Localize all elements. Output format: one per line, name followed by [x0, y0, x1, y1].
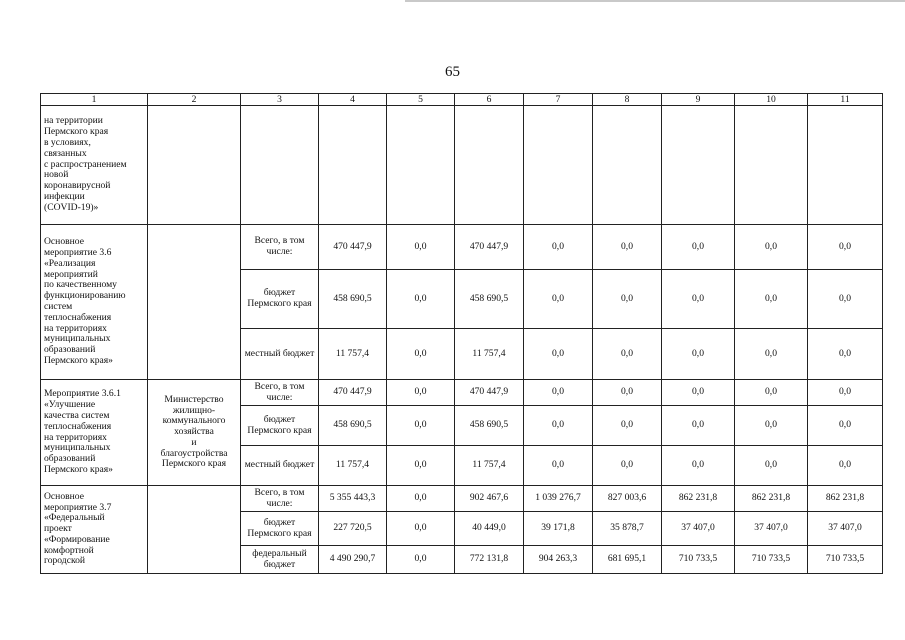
value-cell: 681 695,1 [593, 546, 662, 574]
column-header: 7 [524, 94, 593, 106]
activity-name-line: мероприятие 3.6 [44, 247, 112, 259]
continuation-row [41, 106, 883, 225]
activity-name-line: систем [44, 301, 73, 312]
value-cell: 0,0 [808, 225, 883, 270]
executor-line: хозяйства [174, 426, 214, 438]
activity-name-line: на территориях [44, 322, 107, 334]
value-cell: 470 447,9 [455, 225, 524, 270]
value-cell: 0,0 [593, 380, 662, 406]
value-cell: 710 733,5 [662, 546, 735, 574]
value-cell: 0,0 [387, 546, 455, 574]
value-cell: 0,0 [387, 270, 455, 329]
empty-cell [319, 106, 387, 225]
column-header: 6 [455, 94, 524, 106]
value-cell: 11 757,4 [319, 446, 387, 486]
activity-name-line: «Улучшение [44, 399, 96, 411]
activity-name-line: с распространением [44, 158, 127, 170]
activity-name-line: Мероприятие 3.6.1 [44, 388, 121, 400]
empty-cell [524, 106, 593, 225]
value-cell: 904 263,3 [524, 546, 593, 574]
executor-line: и [191, 436, 197, 448]
empty-cell [387, 106, 455, 225]
value-cell: 4 490 290,7 [319, 546, 387, 574]
value-cell: 11 757,4 [319, 329, 387, 380]
value-cell: 40 449,0 [455, 512, 524, 546]
funding-source-cell: Всего, в том числе: [241, 225, 319, 270]
activity-name-line: мероприятие 3.7 [44, 501, 112, 513]
column-header: 10 [735, 94, 808, 106]
value-cell: 827 003,6 [593, 486, 662, 512]
executor-line: жилищно- [172, 404, 216, 416]
table-row [41, 380, 883, 406]
column-header: 1 [41, 94, 148, 106]
activity-name-line: муниципальных [44, 333, 111, 345]
activity-name-line: по качественному [44, 279, 117, 291]
value-cell: 0,0 [387, 380, 455, 406]
value-cell: 772 131,8 [455, 546, 524, 574]
value-cell: 0,0 [735, 329, 808, 380]
activity-name-line: связанных [44, 147, 87, 159]
funding-source-cell: местный бюджет [241, 446, 319, 486]
table-row [41, 225, 883, 270]
activity-name-cell [41, 380, 148, 486]
value-cell: 710 733,5 [735, 546, 808, 574]
value-cell: 0,0 [524, 225, 593, 270]
activity-name-line: комфортной [44, 544, 94, 556]
column-header: 2 [148, 94, 241, 106]
value-cell: 0,0 [808, 380, 883, 406]
activity-name-line: коронавирусной [44, 180, 111, 192]
value-cell: 39 171,8 [524, 512, 593, 546]
activity-name-line: инфекции [44, 190, 85, 202]
column-header: 4 [319, 94, 387, 106]
activity-name-line: Пермского края [44, 126, 109, 138]
activity-name-cell [41, 225, 148, 380]
value-cell: 0,0 [808, 446, 883, 486]
empty-cell [455, 106, 524, 225]
activity-name-cell [41, 486, 148, 574]
budget-table [40, 93, 883, 574]
activity-name-line: образований [44, 344, 96, 356]
activity-name-line: Основное [44, 236, 84, 248]
value-cell: 0,0 [735, 406, 808, 446]
value-cell: 0,0 [387, 406, 455, 446]
value-cell: 0,0 [662, 446, 735, 486]
value-cell: 710 733,5 [808, 546, 883, 574]
value-cell: 458 690,5 [455, 270, 524, 329]
empty-cell [735, 106, 808, 225]
activity-name-line: функционированию [44, 290, 126, 302]
activity-name-line: на территории [44, 115, 103, 127]
value-cell: 35 878,7 [593, 512, 662, 546]
value-cell: 37 407,0 [808, 512, 883, 546]
value-cell: 0,0 [808, 270, 883, 329]
value-cell: 1 039 276,7 [524, 486, 593, 512]
empty-cell [662, 106, 735, 225]
activity-name-line: «Федеральный [44, 512, 105, 524]
value-cell: 0,0 [593, 329, 662, 380]
value-cell: 470 447,9 [455, 380, 524, 406]
activity-name-line: теплоснабжения [44, 420, 112, 432]
funding-source-cell: федеральный бюджет [241, 546, 319, 574]
value-cell: 0,0 [735, 446, 808, 486]
activity-name-line: Основное [44, 490, 84, 502]
value-cell: 902 467,6 [455, 486, 524, 512]
value-cell: 458 690,5 [319, 406, 387, 446]
executor-line: коммунального [162, 415, 226, 427]
value-cell: 0,0 [662, 270, 735, 329]
value-cell: 0,0 [387, 512, 455, 546]
activity-name-line: образований [44, 453, 96, 465]
value-cell: 0,0 [662, 380, 735, 406]
value-cell: 227 720,5 [319, 512, 387, 546]
value-cell: 0,0 [387, 446, 455, 486]
executor-line: благоустройства [160, 447, 228, 459]
value-cell: 11 757,4 [455, 446, 524, 486]
value-cell: 862 231,8 [735, 486, 808, 512]
value-cell: 0,0 [387, 486, 455, 512]
activity-name-line: «Реализация [44, 257, 96, 269]
empty-cell [593, 106, 662, 225]
page-number: 65 [445, 64, 460, 80]
column-header: 11 [808, 94, 883, 106]
column-header: 3 [241, 94, 319, 106]
value-cell: 0,0 [524, 406, 593, 446]
funding-source-cell: Всего, в том числе: [241, 486, 319, 512]
executor-line: Пермского края [161, 458, 227, 470]
activity-name-line: городской [44, 555, 86, 567]
value-cell: 11 757,4 [455, 329, 524, 380]
table-row [41, 486, 883, 512]
funding-source-cell: бюджет Пермского края [241, 270, 319, 329]
activity-name-line: Пермского края» [44, 463, 113, 475]
executor-cell [148, 225, 241, 380]
activity-name-line: (COVID-19)» [44, 201, 99, 213]
empty-cell [808, 106, 883, 225]
activity-name-line: качества систем [44, 409, 110, 421]
value-cell: 5 355 443,3 [319, 486, 387, 512]
column-header: 9 [662, 94, 735, 106]
column-header: 8 [593, 94, 662, 106]
value-cell: 0,0 [524, 329, 593, 380]
value-cell: 0,0 [524, 380, 593, 406]
value-cell: 0,0 [524, 446, 593, 486]
value-cell: 0,0 [593, 225, 662, 270]
header-row [41, 94, 883, 106]
empty-cell [241, 106, 319, 225]
executor-cell [148, 380, 241, 486]
funding-source-cell: Всего, в том числе: [241, 380, 319, 406]
empty-cell [148, 106, 241, 225]
value-cell: 0,0 [662, 225, 735, 270]
top-edge-rule [405, 0, 905, 2]
value-cell: 862 231,8 [808, 486, 883, 512]
value-cell: 0,0 [808, 406, 883, 446]
activity-name-line: Пермского края» [44, 354, 113, 366]
activity-name-line: новой [44, 169, 69, 181]
value-cell: 470 447,9 [319, 225, 387, 270]
value-cell: 0,0 [735, 270, 808, 329]
column-header: 5 [387, 94, 455, 106]
value-cell: 0,0 [593, 446, 662, 486]
value-cell: 470 447,9 [319, 380, 387, 406]
value-cell: 0,0 [662, 329, 735, 380]
activity-name-line: мероприятий [44, 268, 98, 280]
value-cell: 0,0 [593, 270, 662, 329]
activity-name-line: «Формирование [44, 533, 110, 545]
activity-name-line: в условиях, [44, 137, 91, 148]
funding-source-cell: бюджет Пермского края [241, 512, 319, 546]
executor-line: Министерство [164, 393, 224, 405]
activity-name-cell [41, 106, 148, 225]
funding-source-cell: местный бюджет [241, 329, 319, 380]
value-cell: 458 690,5 [455, 406, 524, 446]
value-cell: 0,0 [387, 225, 455, 270]
activity-name-line: теплоснабжения [44, 311, 112, 323]
value-cell: 0,0 [735, 380, 808, 406]
value-cell: 0,0 [387, 329, 455, 380]
value-cell: 0,0 [808, 329, 883, 380]
value-cell: 458 690,5 [319, 270, 387, 329]
value-cell: 0,0 [735, 225, 808, 270]
value-cell: 0,0 [662, 406, 735, 446]
value-cell: 37 407,0 [735, 512, 808, 546]
value-cell: 862 231,8 [662, 486, 735, 512]
activity-name-line: проект [44, 523, 72, 535]
funding-source-cell: бюджет Пермского края [241, 406, 319, 446]
value-cell: 37 407,0 [662, 512, 735, 546]
activity-name-line: муниципальных [44, 442, 111, 454]
value-cell: 0,0 [593, 406, 662, 446]
activity-name-line: на территориях [44, 431, 107, 443]
value-cell: 0,0 [524, 270, 593, 329]
executor-cell [148, 486, 241, 574]
